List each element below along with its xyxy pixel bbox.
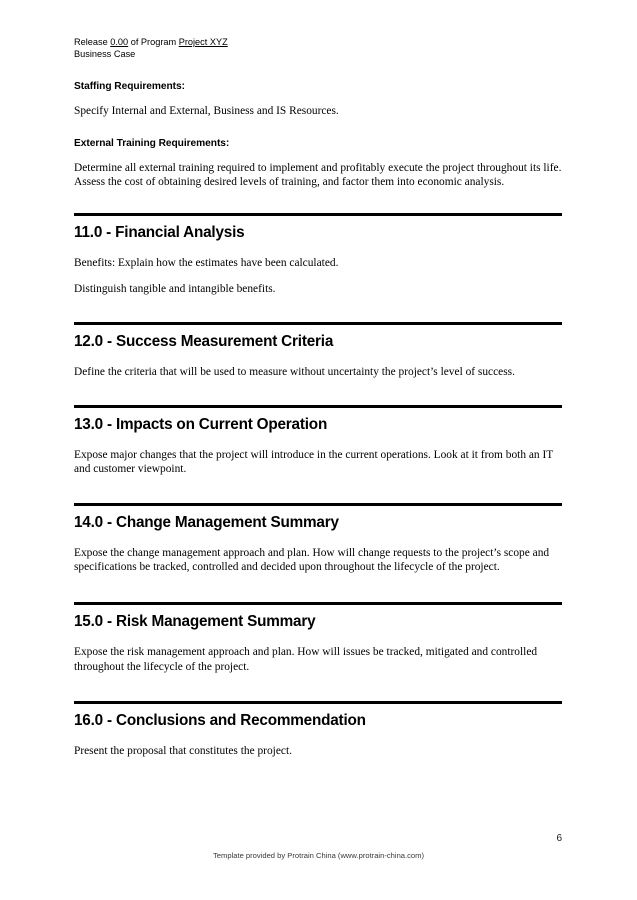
section-risk-management-summary	[74, 602, 562, 674]
section-body-risk-management-summary	[74, 645, 562, 674]
section-rule	[74, 503, 562, 506]
document-content	[74, 36, 562, 759]
running-header-line-2: Business Case	[74, 49, 136, 60]
section-success-measurement-criteria	[74, 322, 562, 379]
paragraph-external-training-requirements: Determine all external training required to implement and profitably execute the project throughout its life. Assess the cost of obtaining desired levels of training, and factor them into economic analysis.	[74, 161, 562, 189]
section-title-conclusions-and-recommendation: 16.0 - Conclusions and Recommendation	[74, 712, 366, 730]
footer-attribution: Template provided by Protrain China (www.protrain-china.com)	[212, 851, 425, 860]
section-body-success-measurement-criteria	[74, 365, 562, 379]
section-impacts-on-current-operation	[74, 405, 562, 477]
section-body-conclusions-and-recommendation	[74, 744, 562, 758]
section-change-management-summary	[74, 503, 562, 575]
subheading-staffing-requirements: Staffing Requirements:	[74, 81, 185, 93]
section-body-impacts-on-current-operation	[74, 448, 562, 477]
block-external-training-requirements	[74, 137, 562, 190]
paragraph: Expose the change management approach and plan. How will change requests to the project’s scope and specifications be tracked, controlled and decided upon throughout the lifecycle of the project.	[74, 546, 550, 574]
paragraph: Define the criteria that will be used to measure without uncertainty the project’s level of success.	[74, 366, 515, 379]
section-rule	[74, 701, 562, 704]
program-name: Project XYZ	[178, 37, 228, 47]
section-title-change-management-summary: 14.0 - Change Management Summary	[74, 513, 339, 531]
section-body-change-management-summary	[74, 546, 562, 575]
paragraph: Expose the risk management approach and plan. How will issues be tracked, mitigated and controlled throughout the lifecycle of the project.	[74, 646, 538, 673]
section-conclusions-and-recommendation	[74, 701, 562, 758]
paragraph: Distinguish tangible and intangible benefits.	[74, 283, 276, 296]
subheading-external-training-requirements: External Training Requirements:	[74, 137, 230, 149]
section-title-financial-analysis: 11.0 - Financial Analysis	[74, 223, 245, 241]
section-rule	[74, 405, 562, 408]
section-title-success-measurement-criteria: 12.0 - Success Measurement Criteria	[74, 333, 334, 351]
section-title-impacts-on-current-operation: 13.0 - Impacts on Current Operation	[74, 415, 328, 433]
paragraph: Expose major changes that the project will introduce in the current operations. Look at it from both an IT and customer viewpoint.	[74, 448, 554, 476]
release-version: 0.00	[110, 37, 129, 47]
section-rule	[74, 322, 562, 325]
section-body-financial-analysis	[74, 256, 562, 297]
paragraph: Present the proposal that constitutes the project.	[74, 745, 292, 758]
block-staffing-requirements	[74, 80, 562, 118]
section-title-risk-management-summary: 15.0 - Risk Management Summary	[74, 613, 316, 631]
page-number: 6	[556, 833, 562, 844]
section-financial-analysis	[74, 213, 562, 297]
section-rule	[74, 602, 562, 605]
paragraph: Benefits: Explain how the estimates have been calculated.	[74, 256, 339, 269]
paragraph-staffing-requirements: Specify Internal and External, Business and IS Resources.	[74, 105, 339, 118]
section-rule	[74, 213, 562, 216]
release-label: Release	[74, 37, 111, 47]
running-header	[74, 36, 562, 60]
running-header-line-1	[74, 36, 562, 48]
program-label: of Program	[128, 37, 179, 47]
